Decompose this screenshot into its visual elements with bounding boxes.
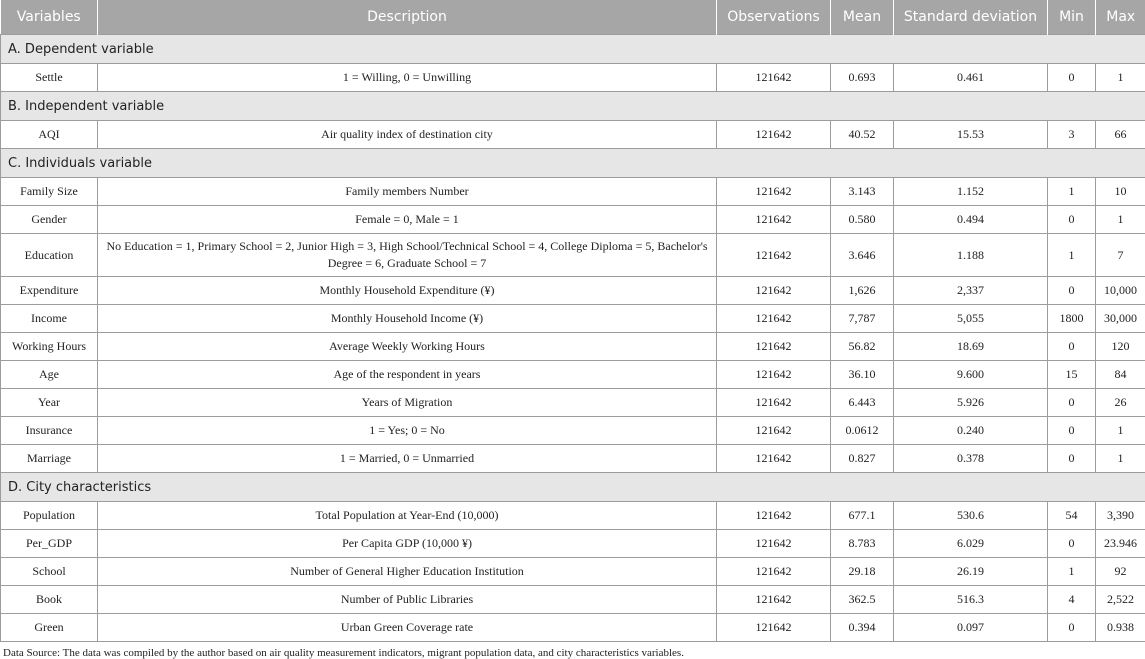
min-cell: 1 bbox=[1048, 178, 1096, 206]
variable-cell: Age bbox=[1, 361, 98, 389]
observations-cell: 121642 bbox=[717, 333, 831, 361]
table-row bbox=[1, 64, 1145, 92]
variable-cell: Per_GDP bbox=[1, 530, 98, 558]
description-cell: 1 = Willing, 0 = Unwilling bbox=[98, 64, 717, 92]
max-cell: 10 bbox=[1096, 178, 1145, 206]
table-body bbox=[1, 35, 1145, 642]
observations-cell: 121642 bbox=[717, 389, 831, 417]
max-cell: 26 bbox=[1096, 389, 1145, 417]
observations-cell: 121642 bbox=[717, 586, 831, 614]
header-row bbox=[1, 0, 1145, 35]
section-header-row bbox=[1, 35, 1145, 64]
observations-cell: 121642 bbox=[717, 361, 831, 389]
variable-cell: Year bbox=[1, 389, 98, 417]
table-row bbox=[1, 558, 1145, 586]
description-cell: Age of the respondent in years bbox=[98, 361, 717, 389]
min-cell: 0 bbox=[1048, 389, 1096, 417]
table-row bbox=[1, 389, 1145, 417]
variable-cell: Marriage bbox=[1, 445, 98, 473]
mean-cell: 1,626 bbox=[831, 277, 894, 305]
description-cell: Per Capita GDP (10,000 ¥) bbox=[98, 530, 717, 558]
std-dev-cell: 516.3 bbox=[894, 586, 1048, 614]
section-header-row bbox=[1, 92, 1145, 121]
table-row bbox=[1, 178, 1145, 206]
min-cell: 0 bbox=[1048, 64, 1096, 92]
table-row bbox=[1, 417, 1145, 445]
description-cell: Years of Migration bbox=[98, 389, 717, 417]
header-max: Max bbox=[1096, 0, 1145, 35]
max-cell: 1 bbox=[1096, 417, 1145, 445]
variable-cell: Income bbox=[1, 305, 98, 333]
header-standard-deviation: Standard deviation bbox=[894, 0, 1048, 35]
max-cell: 23.946 bbox=[1096, 530, 1145, 558]
min-cell: 1 bbox=[1048, 234, 1096, 277]
section-title: A. Dependent variable bbox=[1, 35, 1145, 64]
description-cell: Monthly Household Expenditure (¥) bbox=[98, 277, 717, 305]
std-dev-cell: 5,055 bbox=[894, 305, 1048, 333]
mean-cell: 0.693 bbox=[831, 64, 894, 92]
std-dev-cell: 1.152 bbox=[894, 178, 1048, 206]
max-cell: 30,000 bbox=[1096, 305, 1145, 333]
observations-cell: 121642 bbox=[717, 178, 831, 206]
max-cell: 2,522 bbox=[1096, 586, 1145, 614]
observations-cell: 121642 bbox=[717, 558, 831, 586]
header-description: Description bbox=[98, 0, 717, 35]
description-cell: Total Population at Year-End (10,000) bbox=[98, 502, 717, 530]
table-row bbox=[1, 614, 1145, 642]
variable-cell: Expenditure bbox=[1, 277, 98, 305]
max-cell: 7 bbox=[1096, 234, 1145, 277]
std-dev-cell: 0.240 bbox=[894, 417, 1048, 445]
min-cell: 15 bbox=[1048, 361, 1096, 389]
description-cell: Monthly Household Income (¥) bbox=[98, 305, 717, 333]
description-cell: Average Weekly Working Hours bbox=[98, 333, 717, 361]
description-cell: Family members Number bbox=[98, 178, 717, 206]
observations-cell: 121642 bbox=[717, 64, 831, 92]
min-cell: 0 bbox=[1048, 277, 1096, 305]
variable-cell: School bbox=[1, 558, 98, 586]
mean-cell: 40.52 bbox=[831, 121, 894, 149]
description-cell: Female = 0, Male = 1 bbox=[98, 206, 717, 234]
table-row bbox=[1, 277, 1145, 305]
data-source-note: Data Source: The data was compiled by the author based on air quality measurement indicators, migrant population data, and city characteristics variables. bbox=[3, 647, 684, 659]
min-cell: 0 bbox=[1048, 206, 1096, 234]
max-cell: 3,390 bbox=[1096, 502, 1145, 530]
variable-cell: Insurance bbox=[1, 417, 98, 445]
std-dev-cell: 0.097 bbox=[894, 614, 1048, 642]
table-row bbox=[1, 586, 1145, 614]
min-cell: 1 bbox=[1048, 558, 1096, 586]
observations-cell: 121642 bbox=[717, 530, 831, 558]
mean-cell: 8.783 bbox=[831, 530, 894, 558]
mean-cell: 0.0612 bbox=[831, 417, 894, 445]
min-cell: 0 bbox=[1048, 417, 1096, 445]
observations-cell: 121642 bbox=[717, 502, 831, 530]
std-dev-cell: 26.19 bbox=[894, 558, 1048, 586]
min-cell: 4 bbox=[1048, 586, 1096, 614]
variable-cell: Gender bbox=[1, 206, 98, 234]
mean-cell: 29.18 bbox=[831, 558, 894, 586]
max-cell: 10,000 bbox=[1096, 277, 1145, 305]
observations-cell: 121642 bbox=[717, 305, 831, 333]
description-cell: Urban Green Coverage rate bbox=[98, 614, 717, 642]
variable-cell: AQI bbox=[1, 121, 98, 149]
description-cell: Number of General Higher Education Institution bbox=[98, 558, 717, 586]
mean-cell: 56.82 bbox=[831, 333, 894, 361]
mean-cell: 3.143 bbox=[831, 178, 894, 206]
table-row bbox=[1, 234, 1145, 277]
table-row bbox=[1, 361, 1145, 389]
table-row bbox=[1, 530, 1145, 558]
max-cell: 1 bbox=[1096, 445, 1145, 473]
mean-cell: 677.1 bbox=[831, 502, 894, 530]
section-title: B. Independent variable bbox=[1, 92, 1145, 121]
mean-cell: 3.646 bbox=[831, 234, 894, 277]
table-row bbox=[1, 206, 1145, 234]
max-cell: 66 bbox=[1096, 121, 1145, 149]
description-cell: Air quality index of destination city bbox=[98, 121, 717, 149]
variable-cell: Working Hours bbox=[1, 333, 98, 361]
min-cell: 0 bbox=[1048, 530, 1096, 558]
description-cell: 1 = Yes; 0 = No bbox=[98, 417, 717, 445]
max-cell: 84 bbox=[1096, 361, 1145, 389]
max-cell: 1 bbox=[1096, 206, 1145, 234]
std-dev-cell: 1.188 bbox=[894, 234, 1048, 277]
std-dev-cell: 530.6 bbox=[894, 502, 1048, 530]
mean-cell: 0.827 bbox=[831, 445, 894, 473]
std-dev-cell: 6.029 bbox=[894, 530, 1048, 558]
std-dev-cell: 5.926 bbox=[894, 389, 1048, 417]
mean-cell: 0.394 bbox=[831, 614, 894, 642]
observations-cell: 121642 bbox=[717, 234, 831, 277]
min-cell: 3 bbox=[1048, 121, 1096, 149]
header-mean: Mean bbox=[831, 0, 894, 35]
max-cell: 92 bbox=[1096, 558, 1145, 586]
table-row bbox=[1, 305, 1145, 333]
description-cell: 1 = Married, 0 = Unmarried bbox=[98, 445, 717, 473]
variable-cell: Education bbox=[1, 234, 98, 277]
observations-cell: 121642 bbox=[717, 614, 831, 642]
header-variables: Variables bbox=[1, 0, 98, 35]
mean-cell: 6.443 bbox=[831, 389, 894, 417]
variable-cell: Population bbox=[1, 502, 98, 530]
observations-cell: 121642 bbox=[717, 445, 831, 473]
std-dev-cell: 9.600 bbox=[894, 361, 1048, 389]
observations-cell: 121642 bbox=[717, 417, 831, 445]
mean-cell: 36.10 bbox=[831, 361, 894, 389]
section-header-row bbox=[1, 473, 1145, 502]
min-cell: 54 bbox=[1048, 502, 1096, 530]
variable-cell: Family Size bbox=[1, 178, 98, 206]
section-title: D. City characteristics bbox=[1, 473, 1145, 502]
max-cell: 0.938 bbox=[1096, 614, 1145, 642]
observations-cell: 121642 bbox=[717, 206, 831, 234]
observations-cell: 121642 bbox=[717, 121, 831, 149]
min-cell: 0 bbox=[1048, 333, 1096, 361]
table-row bbox=[1, 445, 1145, 473]
description-cell: Number of Public Libraries bbox=[98, 586, 717, 614]
min-cell: 0 bbox=[1048, 445, 1096, 473]
variable-cell: Green bbox=[1, 614, 98, 642]
min-cell: 0 bbox=[1048, 614, 1096, 642]
description-cell: No Education = 1, Primary School = 2, Junior High = 3, High School/Technical School = 4, College Diploma = 5, Bachelor's Degree = 6, Graduate School = 7 bbox=[98, 234, 717, 277]
std-dev-cell: 0.461 bbox=[894, 64, 1048, 92]
max-cell: 1 bbox=[1096, 64, 1145, 92]
std-dev-cell: 15.53 bbox=[894, 121, 1048, 149]
table-row bbox=[1, 333, 1145, 361]
variable-cell: Book bbox=[1, 586, 98, 614]
std-dev-cell: 0.494 bbox=[894, 206, 1048, 234]
mean-cell: 7,787 bbox=[831, 305, 894, 333]
table-row bbox=[1, 121, 1145, 149]
min-cell: 1800 bbox=[1048, 305, 1096, 333]
header-observations: Observations bbox=[717, 0, 831, 35]
observations-cell: 121642 bbox=[717, 277, 831, 305]
header-min: Min bbox=[1048, 0, 1096, 35]
std-dev-cell: 18.69 bbox=[894, 333, 1048, 361]
max-cell: 120 bbox=[1096, 333, 1145, 361]
table-row bbox=[1, 502, 1145, 530]
section-title: C. Individuals variable bbox=[1, 149, 1145, 178]
variable-cell: Settle bbox=[1, 64, 98, 92]
section-header-row bbox=[1, 149, 1145, 178]
std-dev-cell: 2,337 bbox=[894, 277, 1048, 305]
std-dev-cell: 0.378 bbox=[894, 445, 1048, 473]
mean-cell: 362.5 bbox=[831, 586, 894, 614]
mean-cell: 0.580 bbox=[831, 206, 894, 234]
